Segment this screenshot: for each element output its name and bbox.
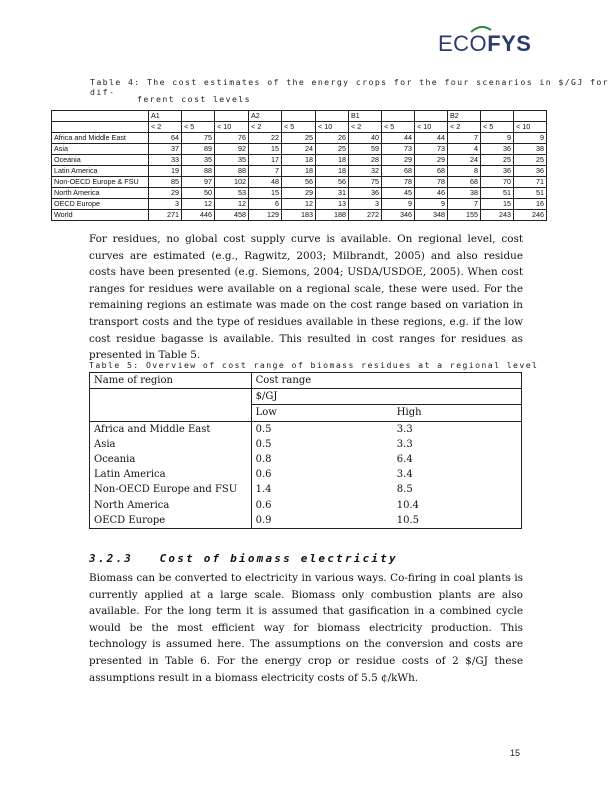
region-name: OECD Europe [90,513,252,529]
cost-value: 272 [349,210,382,221]
cost-value: 346 [382,210,415,221]
cost-value: 9 [481,133,514,144]
cost-value: 31 [316,188,349,199]
cost-value: 53 [215,188,249,199]
table-row [90,452,522,467]
scenario-header: B2 [448,111,481,122]
cost-value: 15 [481,199,514,210]
cost-value: 76 [215,133,249,144]
cost-value: 89 [182,144,215,155]
cost-value: 188 [316,210,349,221]
cost-value: 40 [349,133,382,144]
level-header: < 5 [282,122,316,133]
low-value: 0.6 [255,499,272,511]
region-name: Non-OECD Europe & FSU [52,177,149,188]
cost-value: 36 [349,188,382,199]
cost-value: 29 [382,155,415,166]
cost-value: 18 [282,166,316,177]
energy-crop-cost-table [51,110,547,221]
table-cell [316,111,349,122]
cost-value: 85 [149,177,182,188]
cost-value: 102 [215,177,249,188]
scenario-header: B1 [349,111,382,122]
table-cell [90,389,252,405]
cost-value: 271 [149,210,182,221]
cost-value: 129 [249,210,282,221]
cost-value: 92 [215,144,249,155]
level-header: < 5 [481,122,514,133]
cost-value: 12 [215,199,249,210]
region-name: OECD Europe [52,199,149,210]
table4-scenario-row [52,111,547,122]
level-header: < 2 [149,122,182,133]
high-value: 10.4 [393,498,522,513]
table-row [52,177,547,188]
section-heading [89,552,398,565]
cost-value: 19 [149,166,182,177]
level-header: < 10 [316,122,349,133]
low-value: 1.4 [255,484,272,496]
table-row [90,482,522,497]
cost-value: 6 [249,199,282,210]
cost-value: 73 [382,144,415,155]
table-row [52,188,547,199]
cost-value: 71 [514,177,547,188]
cost-value: 12 [282,199,316,210]
cost-value: 68 [415,166,448,177]
table-row [90,421,522,437]
cost-value: 25 [481,155,514,166]
cost-value: 70 [481,177,514,188]
high-value: 3.4 [393,467,522,482]
cost-value: 246 [514,210,547,221]
cost-value: 78 [415,177,448,188]
cost-value: 68 [448,177,481,188]
table-row [52,199,547,210]
cost-value: 8 [448,166,481,177]
cost-value: 46 [415,188,448,199]
table4-caption-line1: Table 4: The cost estimates of the energy crops for the four scenarios in $/GJ for dif- [90,77,610,97]
cost-value: 15 [249,144,282,155]
cost-value: 35 [182,155,215,166]
high-header: High [393,405,522,421]
cost-value: 35 [215,155,249,166]
cost-value: 15 [249,188,282,199]
cost-value: 12 [182,199,215,210]
section-title: Cost of biomass electricity [159,552,398,565]
level-header: < 10 [215,122,249,133]
table5-unit-row [90,389,522,405]
cost-value: 25 [514,155,547,166]
cost-value: 17 [249,155,282,166]
biomass-electricity-paragraph: Biomass can be converted to electricity in various ways. Co-firing in coal plants is currently applied at a large scale. Biomass only combustion plants are also available. For the long term it is assumed that gasification in a combined cycle would be the most efficient way for biomass electricity production. This technology is assumed here. The assumptions on the conversion and costs are presented in Table 6. For the energy crop or residue costs of 2 $/GJ these assumptions result in a biomass electricity costs of 5.5 ¢/kWh. [89,572,523,684]
low-value: 0.9 [251,513,393,529]
region-name: North America [52,188,149,199]
cost-value: 88 [182,166,215,177]
cost-value: 9 [415,199,448,210]
level-header: < 2 [349,122,382,133]
level-header: < 5 [182,122,215,133]
cost-value: 7 [448,133,481,144]
cost-value: 51 [514,188,547,199]
region-name: North America [90,498,252,513]
region-name: World [52,210,149,221]
cost-value: 33 [149,155,182,166]
table5-header-row [90,373,522,389]
cost-value: 59 [349,144,382,155]
cost-value: 32 [349,166,382,177]
table5-lowhigh-row [90,405,522,421]
cost-value: 9 [382,199,415,210]
low-value: 0.5 [255,438,272,450]
cost-value: 9 [514,133,547,144]
level-header: < 10 [514,122,547,133]
unit-label: $/GJ [251,389,521,405]
cost-value: 13 [316,199,349,210]
cost-value: 75 [349,177,382,188]
cost-value: 38 [448,188,481,199]
cost-value: 458 [215,210,249,221]
level-header: < 10 [415,122,448,133]
cost-value: 45 [382,188,415,199]
table-row [90,498,522,513]
logo-text: ECOFYS [438,31,532,56]
table-cell [182,111,215,122]
high-value: 8.5 [393,482,522,497]
table-cell [514,111,547,122]
table4-caption-line2: ferent cost levels [137,94,251,104]
table-row [90,467,522,482]
table5-caption: Table 5: Overview of cost range of biomass residues at a regional level [89,360,539,370]
region-name: Latin America [52,166,149,177]
high-value: 3.3 [393,421,522,437]
cost-value: 38 [514,144,547,155]
cost-value: 348 [415,210,448,221]
cost-value: 97 [182,177,215,188]
table-cell [52,122,149,133]
region-name: Africa and Middle East [52,133,149,144]
cost-value: 36 [514,166,547,177]
table-row [52,144,547,155]
section-number: 3.2.3 [89,552,134,565]
cost-value: 22 [249,133,282,144]
cost-value: 7 [249,166,282,177]
region-name: Africa and Middle East [90,421,252,437]
cost-value: 18 [282,155,316,166]
cost-value: 18 [316,155,349,166]
cost-value: 44 [415,133,448,144]
cost-value: 56 [316,177,349,188]
cost-value: 26 [316,133,349,144]
region-name: Non-OECD Europe and FSU [90,482,252,497]
cost-value: 25 [282,133,316,144]
cost-value: 36 [481,166,514,177]
cost-value: 243 [481,210,514,221]
cost-value: 446 [182,210,215,221]
table-cell [481,111,514,122]
cost-value: 44 [382,133,415,144]
region-name: Oceania [52,155,149,166]
cost-value: 29 [149,188,182,199]
cost-value: 78 [382,177,415,188]
ecofys-logo [430,27,532,57]
scenario-header: A2 [249,111,282,122]
cost-value: 36 [481,144,514,155]
cost-value: 16 [514,199,547,210]
cost-value: 73 [415,144,448,155]
cost-value: 28 [349,155,382,166]
table-cell [215,111,249,122]
table-row [90,437,522,452]
cost-value: 48 [249,177,282,188]
table-cell [90,405,252,421]
table-row [52,166,547,177]
region-name: Asia [52,144,149,155]
cost-value: 183 [282,210,316,221]
level-header: < 5 [382,122,415,133]
cost-value: 3 [149,199,182,210]
table-row [52,155,547,166]
cost-value: 75 [182,133,215,144]
scenario-header: A1 [149,111,182,122]
cost-range-header: Cost range [251,373,521,389]
high-value: 6.4 [393,452,522,467]
cost-value: 68 [382,166,415,177]
cost-value: 29 [415,155,448,166]
table-row [52,210,547,221]
level-header: < 2 [448,122,481,133]
cost-value: 155 [448,210,481,221]
high-value: 3.3 [393,437,522,452]
table-cell [382,111,415,122]
cost-value: 24 [448,155,481,166]
residue-cost-range-table [89,372,522,529]
table4-level-row [52,122,547,133]
cost-value: 51 [481,188,514,199]
residues-paragraph: For residues, no global cost supply curve is available. On regional level, cost curves are estimated (e.g., Ragwitz, 2003; Milbrandt, 2005) and also residue costs have been presented (e.g. Siemons, 2004; USDA/USDOE, 2005). When cost ranges for residues were available on a regional scale, these were used. For the remaining regions an estimate was made on the cost range based on variation in transport costs and the type of residues available in these regions, e.g. if the low cost residue bagasse is available. This resulted in cost ranges for residues as presented in Table 5. [89,233,523,362]
page-number: 15 [510,748,521,758]
cost-value: 50 [182,188,215,199]
cost-value: 24 [282,144,316,155]
table-row [90,513,522,529]
cost-value: 25 [316,144,349,155]
region-name: Latin America [90,467,252,482]
low-value: 0.6 [255,469,272,481]
cost-value: 64 [149,133,182,144]
cost-value: 37 [149,144,182,155]
cost-value: 7 [448,199,481,210]
low-header: Low [251,405,393,421]
table-row [52,133,547,144]
cost-value: 88 [215,166,249,177]
region-name: Oceania [90,452,252,467]
high-value: 10.5 [393,513,522,529]
low-value: 0.8 [255,454,272,466]
table-cell [282,111,316,122]
low-value: 0.5 [255,423,272,435]
cost-value: 18 [316,166,349,177]
region-name: Asia [90,437,252,452]
cost-value: 4 [448,144,481,155]
cost-value: 56 [282,177,316,188]
cost-value: 29 [282,188,316,199]
cost-value: 3 [349,199,382,210]
level-header: < 2 [249,122,282,133]
table-cell [415,111,448,122]
table-cell [52,111,149,122]
region-column-header: Name of region [90,373,252,389]
